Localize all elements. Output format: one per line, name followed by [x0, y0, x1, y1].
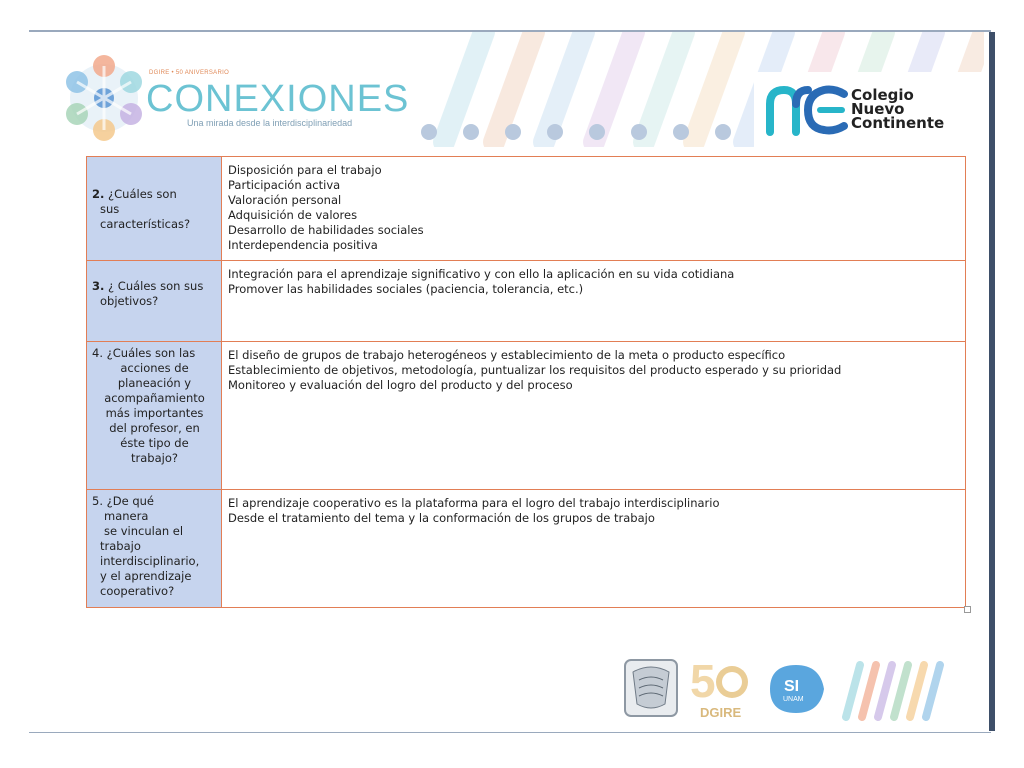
- question-line: planeación y: [117, 376, 192, 390]
- answer-line: Promover las habilidades sociales (paciencia, tolerancia, etc.): [228, 282, 584, 296]
- unam-seal-icon: [623, 658, 679, 718]
- school-name-line-1: Colegio: [851, 86, 914, 104]
- qa-table[interactable]: [86, 156, 966, 608]
- question-number: 3.: [92, 279, 105, 293]
- question-line: 5. ¿De qué: [92, 494, 154, 508]
- conexiones-logo-icon: [59, 52, 149, 144]
- question-cell[interactable]: [87, 342, 222, 490]
- table-row: [87, 490, 966, 608]
- table-row: [87, 157, 966, 261]
- conexiones-stripes-icon: [840, 659, 952, 721]
- si-text: SI: [784, 678, 800, 695]
- question-cell[interactable]: [87, 490, 222, 608]
- brand-subtitle: Una mirada desde la interdisciplinariedad: [187, 118, 353, 128]
- school-name-line-2: Nuevo: [851, 100, 905, 118]
- brand-title: CONEXIONES: [146, 78, 410, 120]
- answer-line: Valoración personal: [228, 193, 342, 207]
- table-resize-handle[interactable]: [964, 606, 971, 613]
- question-line: del profesor, en: [109, 421, 200, 435]
- question-line: cooperativo?: [100, 584, 175, 598]
- question-line: y el aprendizaje: [100, 569, 192, 583]
- answer-line: El diseño de grupos de trabajo heterogéneos y establecimiento de la meta o producto específico: [228, 348, 786, 362]
- question-number: 2.: [92, 187, 105, 201]
- question-line: 4. ¿Cuáles son las: [92, 346, 196, 360]
- dgire-50-logo-icon: [690, 657, 760, 721]
- question-line: acompañamiento: [104, 391, 205, 405]
- question-line: 3. ¿ Cuáles son sus: [92, 279, 204, 293]
- answer-line: Adquisición de valores: [228, 208, 358, 222]
- answer-line: Desarrollo de habilidades sociales: [228, 223, 424, 237]
- slide-shadow: [989, 32, 995, 731]
- question-line: interdisciplinario,: [100, 554, 200, 568]
- question-line: características?: [100, 217, 191, 231]
- table-row: [87, 261, 966, 342]
- answer-line: Establecimiento de objetivos, metodología, puntualizar los requisitos del producto esperado y su prioridad: [228, 363, 842, 377]
- answer-cell[interactable]: [222, 342, 966, 490]
- cnc-mark-icon: [764, 84, 848, 136]
- answer-line: Participación activa: [228, 178, 341, 192]
- question-number: 5.: [92, 494, 103, 508]
- question-cell[interactable]: [87, 261, 222, 342]
- question-line: más importantes: [105, 406, 204, 420]
- question-cell[interactable]: [87, 157, 222, 261]
- answer-line: El aprendizaje cooperativo es la plataforma para el logro del trabajo interdisciplinario: [228, 496, 720, 510]
- school-name: [851, 88, 944, 130]
- si-sub-text: UNAM: [783, 696, 804, 703]
- answer-line: Monitoreo y evaluación del logro del producto y del proceso: [228, 378, 573, 392]
- dgire-text: DGIRE: [700, 705, 742, 720]
- question-number: 4.: [92, 346, 103, 360]
- question-line: sus: [100, 202, 120, 216]
- answer-cell[interactable]: [222, 490, 966, 608]
- svg-text:5: 5: [690, 657, 716, 707]
- answer-line: Desde el tratamiento del tema y la conformación de los grupos de trabajo: [228, 511, 655, 525]
- question-line: trabajo?: [131, 451, 178, 465]
- question-line: éste tipo de: [120, 436, 189, 450]
- decorative-dots-icon: [419, 122, 759, 142]
- footer-logos: [620, 655, 950, 725]
- table-row: [87, 342, 966, 490]
- question-line: manera: [104, 509, 149, 523]
- answer-line: Integración para el aprendizaje significativo y con ello la aplicación en su vida cotidiana: [228, 267, 735, 281]
- answer-cell[interactable]: [222, 157, 966, 261]
- answer-line: Disposición para el trabajo: [228, 163, 382, 177]
- question-line: trabajo: [100, 539, 141, 553]
- question-line: acciones de: [120, 361, 189, 375]
- brand-anniversary-text: DGIRE • 50 ANIVERSARIO: [149, 70, 230, 76]
- school-logo: [754, 72, 984, 157]
- question-line: 2. ¿Cuáles son: [92, 187, 177, 201]
- question-line: se vinculan el: [104, 524, 184, 538]
- answer-line: Interdependencia positiva: [228, 238, 378, 252]
- answer-cell[interactable]: [222, 261, 966, 342]
- school-name-line-3: Continente: [851, 114, 945, 132]
- si-unam-logo-icon: [766, 661, 828, 717]
- question-line: objetivos?: [100, 294, 159, 308]
